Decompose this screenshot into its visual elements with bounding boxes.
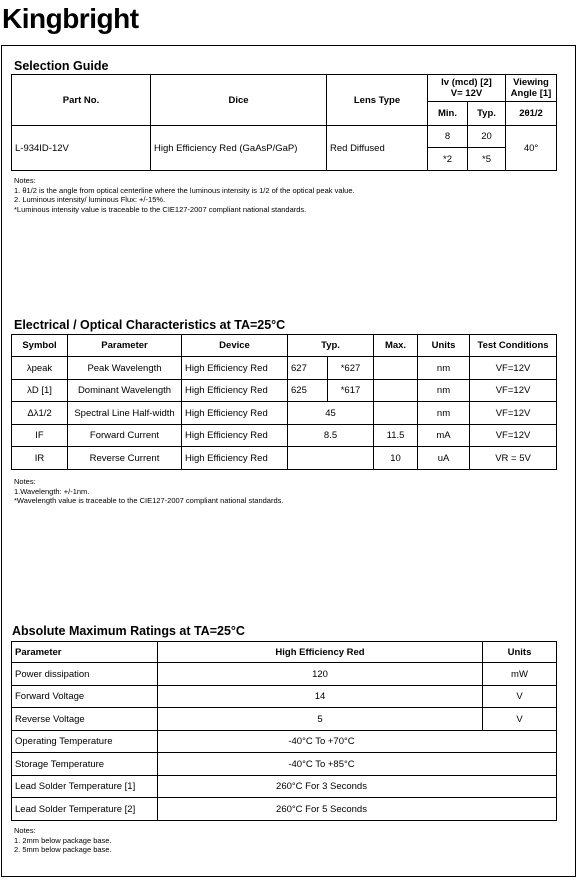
iv-condition: V= 12V (450, 88, 483, 99)
angle-label: Angle [1] (510, 88, 552, 99)
part-number-cell: L-934ID-12V (12, 126, 151, 171)
units-cell: V (483, 686, 557, 708)
absolute-ratings-table (11, 641, 557, 821)
table-row (12, 402, 557, 425)
note-line: 2. Luminous intensity/ luminous Flux: +/-15%. (14, 195, 166, 204)
typ-cell: 8.5 (288, 425, 374, 447)
absolute-ratings-title: Absolute Maximum Ratings at TA=25°C (12, 624, 245, 638)
parameter-cell: Dominant Wavelength (68, 380, 182, 402)
units-cell: V (483, 708, 557, 731)
note-line: 1.Wavelength: +/-1nm. (14, 486, 90, 496)
units-cell: nm (418, 402, 470, 425)
max-cell (374, 380, 418, 402)
units-cell: mW (483, 663, 557, 686)
angle-cell: 40° (506, 126, 557, 171)
iv-typ-cell: 20 (468, 126, 506, 148)
col-symbol: Symbol (12, 335, 68, 357)
parameter-cell: Peak Wavelength (68, 357, 182, 380)
symbol-cell: IF (12, 425, 68, 447)
typ-cell: 625 (288, 380, 328, 402)
selection-guide-title: Selection Guide (14, 59, 109, 73)
col-max: Max. (374, 335, 418, 357)
max-cell: 11.5 (374, 425, 418, 447)
electrical-table (11, 334, 557, 470)
parameter-cell: Reverse Voltage (12, 708, 158, 731)
parameter-cell: Power dissipation (12, 663, 158, 686)
iv-min-star-cell: *2 (428, 148, 468, 171)
table-row (12, 753, 557, 776)
iv-label: Iv (mcd) [2] (441, 77, 492, 88)
col-iv (428, 75, 506, 102)
value-cell: 14 (158, 686, 483, 708)
table-row (12, 776, 557, 798)
typ-star-cell: *627 (328, 357, 374, 380)
symbol-cell: Δλ1/2 (12, 402, 68, 425)
typ-cell (288, 447, 374, 470)
device-cell: High Efficiency Red (182, 425, 288, 447)
value-cell: 120 (158, 663, 483, 686)
col-test-conditions: Test Conditions (470, 335, 557, 357)
col-typ: Typ. (288, 335, 374, 357)
col-high-efficiency-red: High Efficiency Red (158, 642, 483, 663)
note-line: 1. θ1/2 is the angle from optical centerline where the luminous intensity is 1/2 of the optical peak value. (14, 185, 355, 195)
col-dice: Dice (151, 75, 327, 126)
value-cell: 260°C For 5 Seconds (158, 798, 557, 821)
parameter-cell: Operating Temperature (12, 731, 158, 753)
parameter-cell: Lead Solder Temperature [1] (12, 776, 158, 798)
condition-cell: VF=12V (470, 402, 557, 425)
value-cell: -40°C To +70°C (158, 731, 557, 753)
absolute-notes (14, 826, 112, 855)
table-row (12, 380, 557, 402)
col-typ: Typ. (468, 102, 506, 126)
max-cell (374, 357, 418, 380)
electrical-notes (14, 477, 283, 506)
units-cell: nm (418, 380, 470, 402)
max-cell: 10 (374, 447, 418, 470)
value-cell: 260°C For 3 Seconds (158, 776, 557, 798)
value-cell: 5 (158, 708, 483, 731)
table-row (12, 425, 557, 447)
col-units: Units (483, 642, 557, 663)
note-line: Notes: (14, 826, 36, 835)
value-cell: -40°C To +85°C (158, 753, 557, 776)
parameter-cell: Spectral Line Half-width (68, 402, 182, 425)
units-cell: mA (418, 425, 470, 447)
parameter-cell: Forward Current (68, 425, 182, 447)
note-line: 2. 5mm below package base. (14, 845, 112, 854)
table-row (12, 357, 557, 380)
units-cell: uA (418, 447, 470, 470)
iv-min-cell: 8 (428, 126, 468, 148)
condition-cell: VF=12V (470, 425, 557, 447)
table-row (12, 663, 557, 686)
table-row (12, 708, 557, 731)
col-parameter: Parameter (68, 335, 182, 357)
condition-cell: VR = 5V (470, 447, 557, 470)
parameter-cell: Reverse Current (68, 447, 182, 470)
col-lens-type: Lens Type (327, 75, 428, 126)
col-viewing-angle (506, 75, 557, 102)
table-row (12, 447, 557, 470)
dice-cell: High Efficiency Red (GaAsP/GaP) (151, 126, 327, 171)
parameter-cell: Forward Voltage (12, 686, 158, 708)
iv-typ-star-cell: *5 (468, 148, 506, 171)
note-line: *Luminous intensity value is traceable to the CIE127-2007 compliant national standards. (14, 204, 307, 214)
col-theta: 2θ1/2 (506, 102, 557, 126)
selection-notes (14, 176, 355, 214)
condition-cell: VF=12V (470, 357, 557, 380)
note-line: Notes: (14, 176, 36, 185)
symbol-cell: λpeak (12, 357, 68, 380)
col-part-no: Part No. (12, 75, 151, 126)
note-line: *Wavelength value is traceable to the CIE127-2007 compliant national standards. (14, 496, 284, 505)
device-cell: High Efficiency Red (182, 357, 288, 380)
typ-cell: 45 (288, 402, 374, 425)
device-cell: High Efficiency Red (182, 402, 288, 425)
electrical-title: Electrical / Optical Characteristics at TA=25°C (14, 318, 286, 332)
max-cell (374, 402, 418, 425)
symbol-cell: λD [1] (12, 380, 68, 402)
kingbright-logo: Kingbright (2, 3, 139, 34)
device-cell: High Efficiency Red (182, 447, 288, 470)
condition-cell: VF=12V (470, 380, 557, 402)
col-device: Device (182, 335, 288, 357)
table-row (12, 686, 557, 708)
lens-cell: Red Diffused (327, 126, 428, 171)
units-cell: nm (418, 357, 470, 380)
selection-guide-table (11, 74, 557, 171)
device-cell: High Efficiency Red (182, 380, 288, 402)
col-units: Units (418, 335, 470, 357)
typ-star-cell: *617 (328, 380, 374, 402)
note-line: 1. 2mm below package base. (14, 835, 112, 845)
parameter-cell: Storage Temperature (12, 753, 158, 776)
table-row (12, 798, 557, 821)
typ-cell: 627 (288, 357, 328, 380)
viewing-label: Viewing (513, 77, 549, 88)
note-line: Notes: (14, 477, 36, 486)
col-min: Min. (428, 102, 468, 126)
table-row (12, 731, 557, 753)
parameter-cell: Lead Solder Temperature [2] (12, 798, 158, 821)
col-parameter: Parameter (12, 642, 158, 663)
symbol-cell: IR (12, 447, 68, 470)
